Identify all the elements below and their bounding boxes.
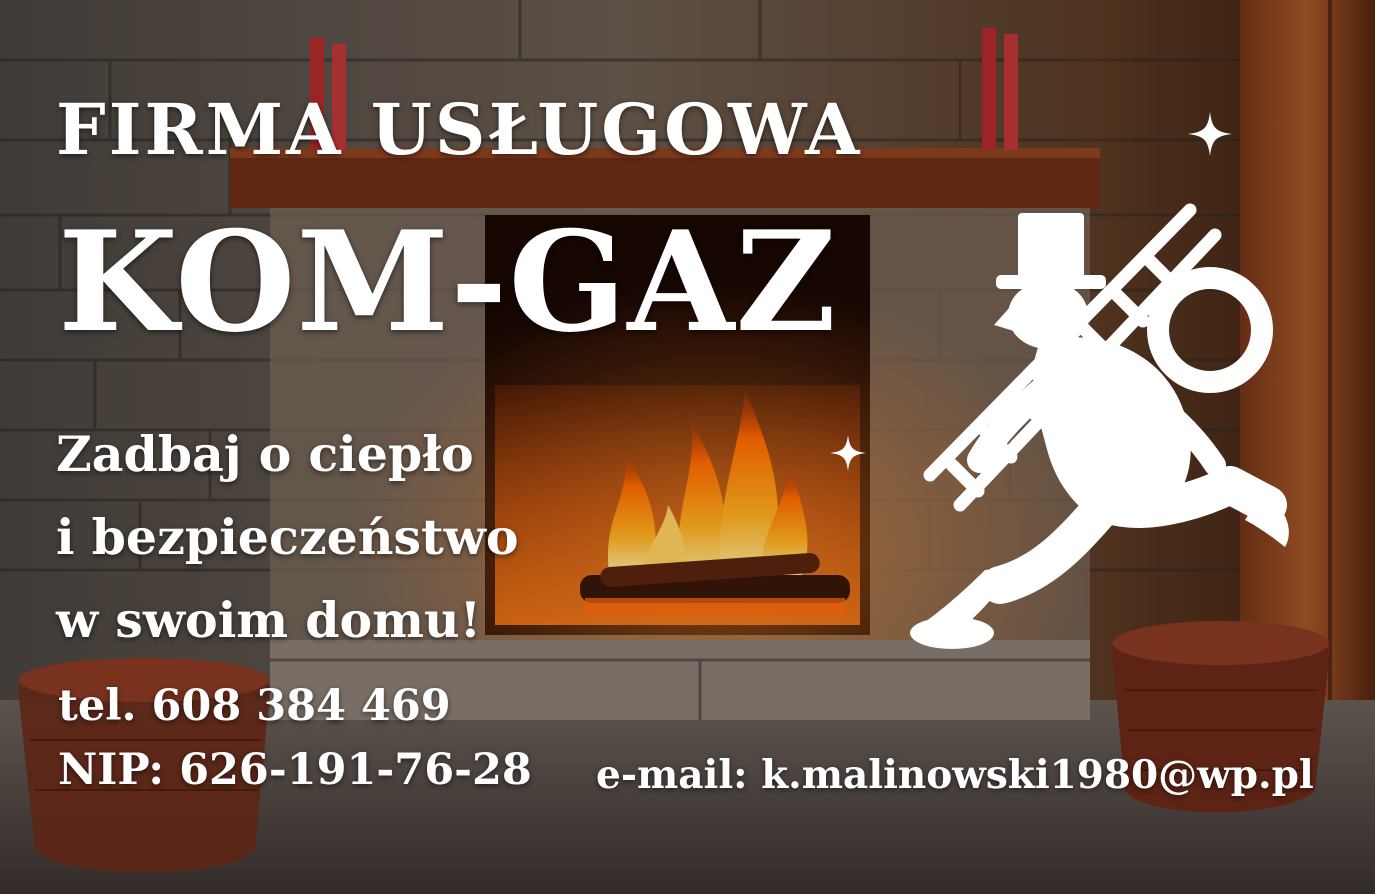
sparkle-icon (830, 435, 866, 471)
tagline-line-1: Zadbaj o ciepło (56, 425, 474, 483)
company-name-title: KOM-GAZ (58, 200, 838, 363)
phone-number: tel. 608 384 469 (58, 681, 451, 731)
tagline-line-2: i bezpieczeństwo (56, 508, 519, 566)
email-address: e-mail: k.malinowski1980@wp.pl (596, 752, 1314, 798)
sparkle-icon (1188, 112, 1232, 156)
chimney-sweep-icon (890, 175, 1310, 675)
tagline-line-3: w swoim domu! (56, 591, 482, 649)
company-type-heading: FIRMA USŁUGOWA (56, 88, 863, 171)
nip-number: NIP: 626-191-76-28 (58, 745, 532, 795)
